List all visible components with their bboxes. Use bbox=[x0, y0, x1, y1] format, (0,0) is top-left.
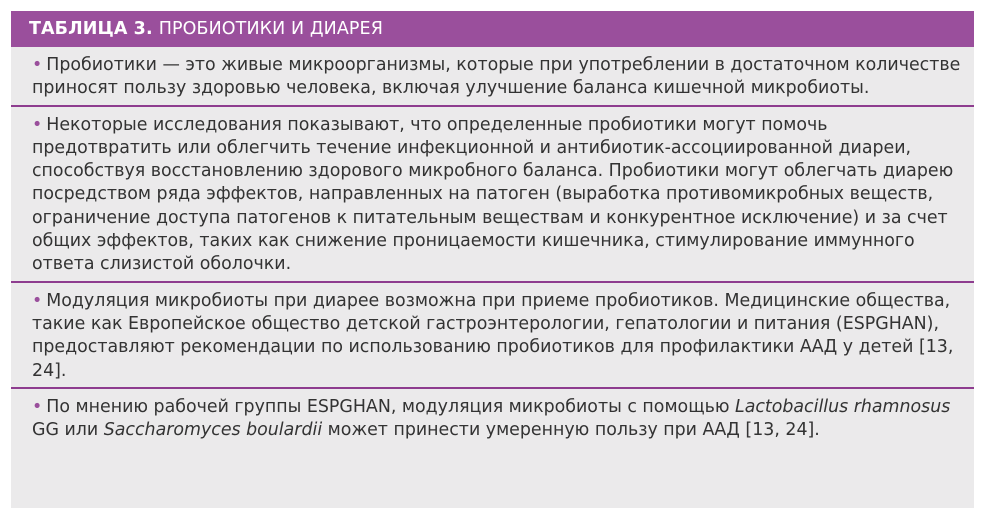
species-name: Saccharomyces boulardii bbox=[103, 420, 323, 441]
table-row bbox=[11, 389, 974, 447]
table-number: ТАБЛИЦА 3. bbox=[29, 19, 153, 39]
row-text: Пробиотики — это живые микроорганизмы, которые при употреблении в достаточном количестве приносят пользу здоровью человека, включая улучшение баланса кишечной микробиоты. bbox=[32, 55, 961, 99]
row-text: GG или bbox=[32, 420, 104, 441]
species-name: Lactobacillus rhamnosus bbox=[735, 396, 951, 417]
row-text: По мнению рабочей группы ESPGHAN, модуляция микробиоты с помощью bbox=[46, 396, 735, 417]
table-row bbox=[11, 107, 974, 283]
bullet-icon: • bbox=[32, 396, 43, 417]
table-header bbox=[11, 11, 974, 47]
table-row bbox=[11, 283, 974, 389]
table-title: ПРОБИОТИКИ И ДИАРЕЯ bbox=[158, 19, 383, 39]
bullet-icon: • bbox=[32, 290, 43, 311]
probiotics-table bbox=[11, 11, 974, 508]
table-row bbox=[11, 47, 974, 107]
row-text: Некоторые исследования показывают, что определенные пробиотики могут помочь предотвратить или облегчить течение инфекционной и антибиотик-ассоциированной диареи, способствуя восстановлению здорового микробного баланса. Пробиотики могут облегчать диарею посредством ряда эффектов, направленных на патоген (выработка противомикробных веществ, ограничение доступа патогенов к питательным веществам и конкурентное исключение) и за счет общих эффектов, таких как снижение проницаемости кишечника, стимулирование иммунного ответа слизистой оболочки. bbox=[32, 114, 954, 275]
bullet-icon: • bbox=[32, 55, 43, 75]
bullet-icon: • bbox=[32, 114, 43, 135]
row-text: может принести умеренную пользу при ААД [13, 24]. bbox=[322, 420, 820, 441]
row-text: Модуляция микробиоты при диарее возможна при приеме пробиотиков. Медицинские общества, такие как Европейское общество детской гастроэнтерологии, гепатологии и питания (ESPGHAN), предоставляют рекомендации по использованию пробиотиков для профилактики ААД у детей [13, 24]. bbox=[32, 290, 954, 381]
